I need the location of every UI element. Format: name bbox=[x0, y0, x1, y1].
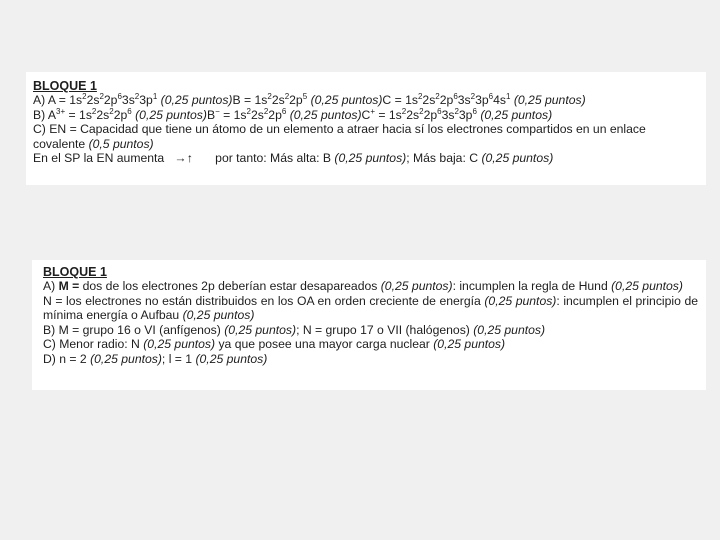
points-label: (0,25 puntos) bbox=[143, 337, 216, 352]
points-label: (0,25 puntos) bbox=[289, 107, 362, 122]
arrow-right-up-icon: →↑ bbox=[174, 151, 193, 166]
answer-line-n: N = los electrones no están distribuidos en los OA en orden creciente de energía (0,25 puntos): incumplen el principio de mínima energía o Aufbau (0,25 puntos) bbox=[43, 293, 698, 323]
points-label: (0,25 puntos) bbox=[433, 337, 506, 352]
answer-line-c: C) EN = Capacidad que tiene un átomo de un elemento a atraer hacia sí los electrones compartidos en un enlace bbox=[33, 122, 646, 137]
points-label: (0,25 puntos) bbox=[484, 293, 557, 308]
answer-line-c-cont: covalente (0,5 puntos) bbox=[33, 136, 154, 151]
points-label: (0,25 puntos) bbox=[473, 322, 546, 337]
answer-line-a: A) M = dos de los electrones 2p deberían estar desapareados (0,25 puntos): incumplen la regla de Hund (0,25 puntos) bbox=[43, 279, 683, 293]
answer-line-a: A) $A = 1s^22s^22p^63s^23p^1$ (0,25 puntos)B = $1s^22s^22p^5$ (0,25 puntos)C = $1s^22s^22p^63s^23p^64s^1$ (0,25 puntos) bbox=[33, 92, 586, 107]
line-label: A) A = bbox=[33, 93, 70, 107]
answer-line-c: C) Menor radio: N (0,25 puntos) ya que posee una mayor carga nuclear (0,25 puntos) bbox=[43, 337, 506, 352]
answer-line-d: D) n = 2 (0,25 puntos); l = 1 (0,25 puntos) bbox=[43, 351, 268, 366]
answer-line-d: En el SP la EN aumenta →↑ por tanto: Más alta: B (0,25 puntos); Más baja: C (0,25 puntos) bbox=[33, 151, 554, 166]
points-label: (0,25 puntos) bbox=[310, 93, 383, 107]
points-label: (0,25 puntos) bbox=[513, 93, 586, 107]
block-title: BLOQUE 1 bbox=[43, 265, 107, 279]
points-label: (0,25 puntos) bbox=[160, 93, 233, 107]
points-label: (0,25 puntos) bbox=[135, 107, 207, 122]
answer-line-b: B) M = grupo 16 o VI (anfígenos) (0,25 puntos); N = grupo 17 o VII (halógenos) (0,25 puntos) bbox=[43, 322, 546, 337]
answer-card-2 bbox=[32, 260, 706, 390]
points-label: (0,25 puntos) bbox=[224, 322, 297, 337]
points-label: (0,25 puntos) bbox=[195, 351, 268, 366]
answer-card-1 bbox=[26, 72, 706, 185]
points-label: (0,25 puntos) bbox=[182, 308, 255, 323]
points-label: (0,25 puntos) bbox=[480, 107, 553, 122]
points-label: (0,25 puntos) bbox=[611, 279, 683, 293]
points-label: (0,5 puntos) bbox=[88, 136, 154, 151]
points-label: (0,25 puntos) bbox=[481, 151, 554, 166]
points-label: (0,25 puntos) bbox=[380, 279, 453, 293]
block-title: BLOQUE 1 bbox=[33, 79, 97, 93]
points-label: (0,25 puntos) bbox=[334, 151, 407, 166]
answer-line-b: B) $A^{3+} = 1s^22s^22p^6$ (0,25 puntos)B− = $1s^22s^22p^6$ (0,25 puntos)C+ = $1s^22s^22p^63s^23p^6$ (0,25 puntos) bbox=[33, 106, 553, 122]
points-label: (0,25 puntos) bbox=[90, 351, 162, 366]
